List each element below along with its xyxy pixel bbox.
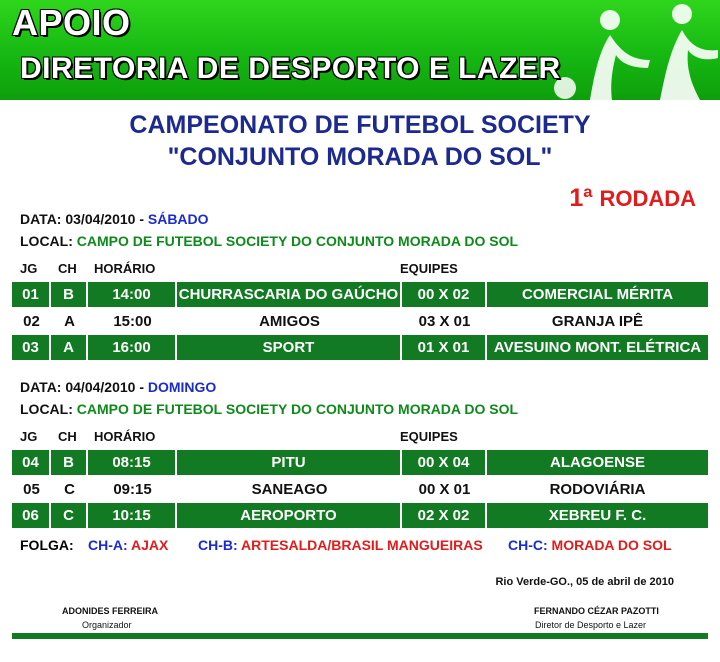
header-horario: HORÁRIO xyxy=(94,429,156,444)
game-home: SPORT xyxy=(177,335,402,360)
day1-date xyxy=(20,211,209,227)
game-score: 00 X 04 xyxy=(402,450,487,475)
game-ch: A xyxy=(51,335,88,360)
bottom-bar xyxy=(12,633,708,639)
header-ch: CH xyxy=(58,429,77,444)
folga-chc xyxy=(508,537,672,553)
local-label: LOCAL: xyxy=(20,401,73,417)
header-horario: HORÁRIO xyxy=(94,261,156,276)
round-text: RODADA xyxy=(599,186,696,211)
folga-chc-label: CH-C: xyxy=(508,537,548,553)
game-home: AEROPORTO xyxy=(177,503,402,528)
game-time: 10:15 xyxy=(88,503,177,528)
banner-diretoria: DIRETORIA DE DESPORTO E LAZER xyxy=(20,52,561,85)
signature-right-role: Diretor de Desporto e Lazer xyxy=(535,620,647,630)
weekday: SÁBADO xyxy=(147,211,209,227)
game-home: SANEAGO xyxy=(251,481,328,498)
weekday: DOMINGO xyxy=(147,379,217,395)
game-score: 02 X 02 xyxy=(402,503,487,528)
game-time: 15:00 xyxy=(113,313,152,330)
game-home: PITU xyxy=(177,450,402,475)
game-score: 00 X 02 xyxy=(402,282,487,307)
game-away: COMERCIAL MÉRITA xyxy=(521,286,674,303)
folga-chb-team: ARTESALDA/BRASIL MANGUEIRAS xyxy=(241,537,483,553)
header-equipes: EQUIPES xyxy=(400,429,458,444)
day2-local xyxy=(20,401,518,417)
folga-chb xyxy=(198,537,483,553)
place-date: Rio Verde-GO., 05 de abril de 2010 xyxy=(495,576,674,588)
header-banner xyxy=(0,0,720,100)
date-value: 04/04/2010 - xyxy=(65,379,144,395)
header-jg: JG xyxy=(20,429,38,444)
game-jg: 06 xyxy=(12,503,51,528)
banner-apoio: APOIO xyxy=(12,2,131,43)
game-jg: 02 xyxy=(23,313,40,330)
game-score: 01 X 01 xyxy=(402,335,487,360)
game-ch: A xyxy=(64,313,75,330)
game-time: 09:15 xyxy=(113,481,152,498)
game-time: 14:00 xyxy=(88,282,177,307)
date-label: DATA: xyxy=(20,379,62,395)
signature-left-name: ADONIDES FERREIRA xyxy=(62,606,159,616)
game-away: GRANJA IPÊ xyxy=(551,313,644,330)
table-row xyxy=(12,450,708,475)
folga-chb-label: CH-B: xyxy=(198,537,238,553)
game-ch: C xyxy=(51,503,88,528)
game-jg: 05 xyxy=(23,481,40,498)
game-away: RODOVIÁRIA xyxy=(549,481,646,498)
folga-cha-label: CH-A: xyxy=(88,537,128,553)
game-home: CHURRASCARIA DO GAÚCHO xyxy=(177,282,402,307)
date-value: 03/04/2010 - xyxy=(65,211,144,227)
game-ch: C xyxy=(64,481,75,498)
day2-date xyxy=(20,379,216,395)
day1-local xyxy=(20,233,518,249)
header-jg: JG xyxy=(20,261,38,276)
table-row xyxy=(12,477,708,502)
game-time: 16:00 xyxy=(88,335,177,360)
game-score: 03 X 01 xyxy=(418,313,471,330)
title-line2: "CONJUNTO MORADA DO SOL" xyxy=(167,143,553,171)
round-number: 1ª xyxy=(569,184,593,212)
game-time: 08:15 xyxy=(88,450,177,475)
local-value: CAMPO DE FUTEBOL SOCIETY DO CONJUNTO MORADA DO SOL xyxy=(76,401,519,417)
game-ch: B xyxy=(51,282,88,307)
game-ch: B xyxy=(51,450,88,475)
game-jg: 04 xyxy=(12,450,51,475)
game-away: AVESUINO MONT. ELÉTRICA xyxy=(493,339,702,356)
signature-left-role: Organizador xyxy=(82,620,132,630)
game-jg: 03 xyxy=(12,335,51,360)
table-row xyxy=(12,335,708,360)
game-home: AMIGOS xyxy=(259,313,320,330)
signature-right-name: FERNANDO CÉZAR PAZOTTI xyxy=(534,606,659,616)
header-ch: CH xyxy=(58,261,77,276)
game-jg: 01 xyxy=(12,282,51,307)
folga-cha-team: AJAX xyxy=(131,537,169,553)
game-score: 00 X 01 xyxy=(418,481,471,498)
folga-label: FOLGA: xyxy=(20,537,74,553)
folga-cha xyxy=(88,537,168,553)
header-equipes: EQUIPES xyxy=(400,261,458,276)
local-label: LOCAL: xyxy=(20,233,73,249)
game-away: XEBREU F. C. xyxy=(548,507,647,524)
round-label xyxy=(569,184,696,213)
table-row xyxy=(12,282,708,307)
date-label: DATA: xyxy=(20,211,62,227)
title-line1: CAMPEONATO DE FUTEBOL SOCIETY xyxy=(129,111,591,139)
local-value: CAMPO DE FUTEBOL SOCIETY DO CONJUNTO MORADA DO SOL xyxy=(76,233,519,249)
table-row xyxy=(12,503,708,528)
folga-chc-team: MORADA DO SOL xyxy=(551,537,672,553)
game-away: ALAGOENSE xyxy=(549,454,645,471)
table-row xyxy=(12,309,708,334)
